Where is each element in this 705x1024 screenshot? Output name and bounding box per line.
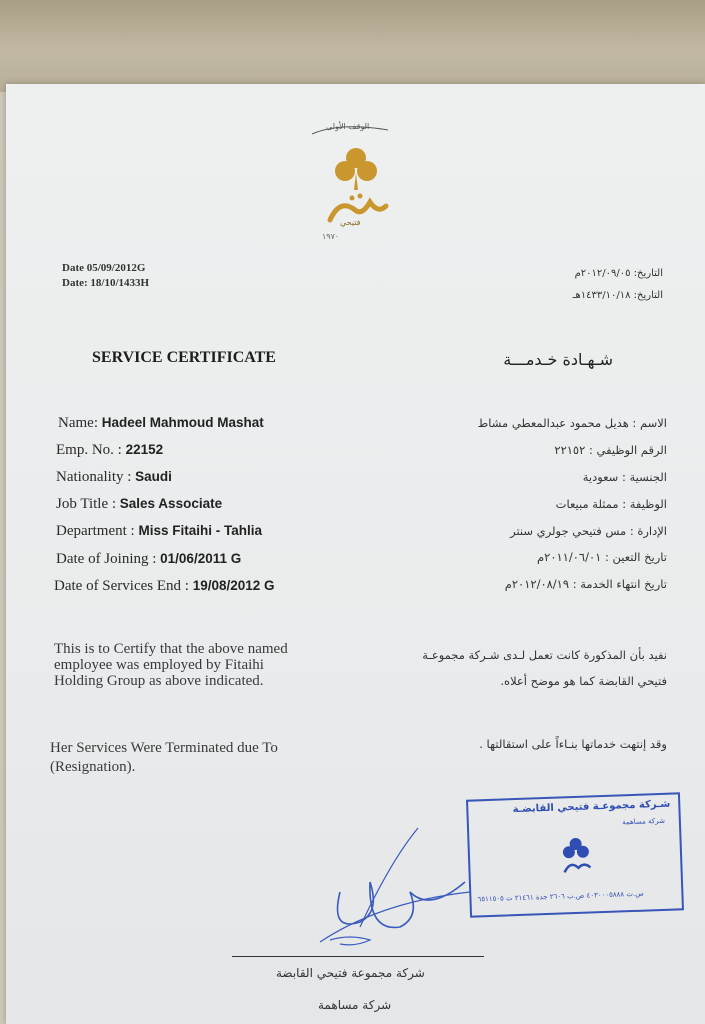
certify-paragraph-ar [422,642,667,694]
field-value: Miss Fitaihi - Tahlia [138,523,263,538]
field-value: 19/08/2012 G [192,578,275,593]
certify-line-ar: فتيحي القابضة كما هو موضح أعلاه. [500,674,667,688]
certify-line: employee was employed by Fitaihi [54,657,264,673]
certify-line-ar: نفيد بأن المذكورة كانت تعمل لـدى شـركة مجموعـة [422,648,667,662]
field-job-title-ar: الوظيفة : ممثلة مبيعات [555,497,667,511]
signature-line [232,956,484,957]
field-value: 22152 [125,442,164,457]
logo-graphic [300,118,410,248]
termination-ar: وقد إنتهت خدماتها بنـاءاً على استقالتها . [479,737,667,751]
signature-company-ar: شركة مجموعة فتيحي القابضة [276,966,425,980]
stamp-title: شـركة مجموعـة فتيحي القابضـة [512,798,671,816]
field-label: Department : [56,523,139,539]
field-label: Emp. No. : [56,442,126,458]
certify-line: This is to Certify that the above named [54,641,288,657]
field-department-ar: الإدارة : مس فتيحي جولري سنتر [510,524,667,538]
signature-company-type-ar: شركة مساهمة [318,998,392,1012]
logo-caption: الوقف الأولى [326,122,370,131]
termination-en [50,739,278,777]
field-value: Sales Associate [119,496,223,511]
date-gregorian-en: Date 05/09/2012G [62,262,146,274]
date-hijri-ar: التاريخ: ١٤٣٣/١٠/١٨هـ [572,290,663,301]
certify-paragraph-en [54,641,288,689]
termination-line: Her Services Were Terminated due To [50,740,278,756]
field-label: Date of Joining : [56,551,161,567]
company-stamp [466,792,684,917]
field-date-joining [56,551,241,568]
date-hijri-en: Date: 18/10/1433H [62,277,150,289]
stamp-logo-icon [555,831,597,880]
stamp-subtitle: شركة مساهمة [622,816,666,827]
field-name [58,415,264,432]
certificate-title-en: SERVICE CERTIFICATE [92,349,276,366]
field-department [56,523,262,540]
field-label: Job Title : [56,496,120,512]
background-surface [0,0,705,92]
field-emp-no [56,442,163,459]
field-job-title [56,496,222,513]
date-gregorian-ar: التاريخ: ٢٠١٢/٠٩/٠٥م [574,268,663,279]
field-label: Date of Services End : [54,578,193,594]
stamp-footer: س.ت ٤٠٣٠٠٠٥٨٨٨ ص.ب ٢٦٠٦ جدة ٢١٤٦١ ت ٦٥١١٥٠٥ [477,889,644,904]
logo-year: ١٩٧٠ [322,232,340,241]
certify-line: Holding Group as above indicated. [54,673,264,689]
field-nationality [56,469,172,486]
field-nationality-ar: الجنسية : سعودية [582,470,667,484]
field-value: Hadeel Mahmoud Mashat [101,415,264,430]
logo-brand: فتيحي [340,218,361,227]
field-name-ar: الاسم : هديل محمود عبدالمعطي مشاط [477,416,667,430]
field-emp-no-ar: الرقم الوظيفي : ٢٢١٥٢ [554,443,667,457]
handwritten-signature [300,822,480,962]
certificate-title-ar: شـهـادة خـدمـــة [503,350,613,369]
field-date-joining-ar: تاريخ التعين : ٢٠١١/٠٦/٠١م [537,550,667,564]
field-value: 01/06/2011 G [160,551,242,566]
field-label: Name: [58,415,102,431]
company-logo [300,118,410,248]
field-date-services-end [54,578,275,595]
field-date-services-end-ar: تاريخ انتهاء الخدمة : ٢٠١٢/٠٨/١٩م [504,577,667,591]
field-label: Nationality : [56,469,136,485]
field-value: Saudi [135,469,172,484]
termination-line: (Resignation). [50,759,136,775]
